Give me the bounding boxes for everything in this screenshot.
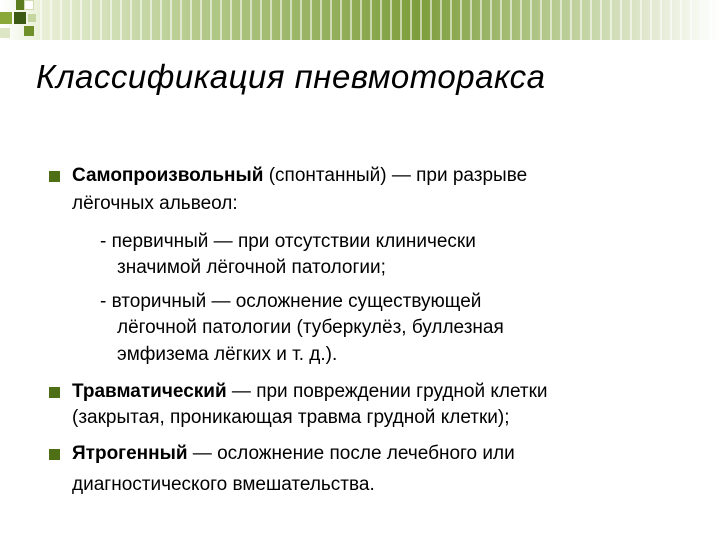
list-item bbox=[72, 442, 515, 466]
square-bullet-icon bbox=[49, 449, 60, 460]
item-text: — при повреждении грудной клетки bbox=[226, 381, 548, 402]
subitem-text-continued: лёгочной патологии (туберкулёз, буллезная bbox=[117, 317, 504, 338]
item-text: — осложнение после лечебного или bbox=[187, 443, 515, 464]
item-text: (спонтанный) — при разрыве bbox=[263, 165, 528, 186]
subitem-text: - первичный — при отсутствии клинически bbox=[100, 231, 476, 252]
square-bullet-icon bbox=[49, 171, 60, 182]
item-text-continued: лёгочных альвеол: bbox=[72, 193, 238, 214]
subitem-text-continued: эмфизема лёгких и т. д.). bbox=[117, 344, 338, 365]
item-heading: Ятрогенный bbox=[72, 443, 188, 464]
item-heading: Самопроизвольный bbox=[72, 165, 264, 186]
subitem-text: - вторичный — осложнение существующей bbox=[100, 291, 482, 312]
item-text-continued: диагностического вмешательства. bbox=[72, 474, 375, 495]
slide-title: Классификация пневмоторакса bbox=[36, 58, 546, 95]
list-item bbox=[72, 164, 527, 188]
item-text-continued: (закрытая, проникающая травма грудной клетки); bbox=[72, 407, 510, 428]
square-bullet-icon bbox=[49, 387, 60, 398]
list-item bbox=[72, 380, 548, 404]
subitem-text-continued: значимой лёгочной патологии; bbox=[117, 257, 386, 278]
item-heading: Травматический bbox=[72, 381, 227, 402]
